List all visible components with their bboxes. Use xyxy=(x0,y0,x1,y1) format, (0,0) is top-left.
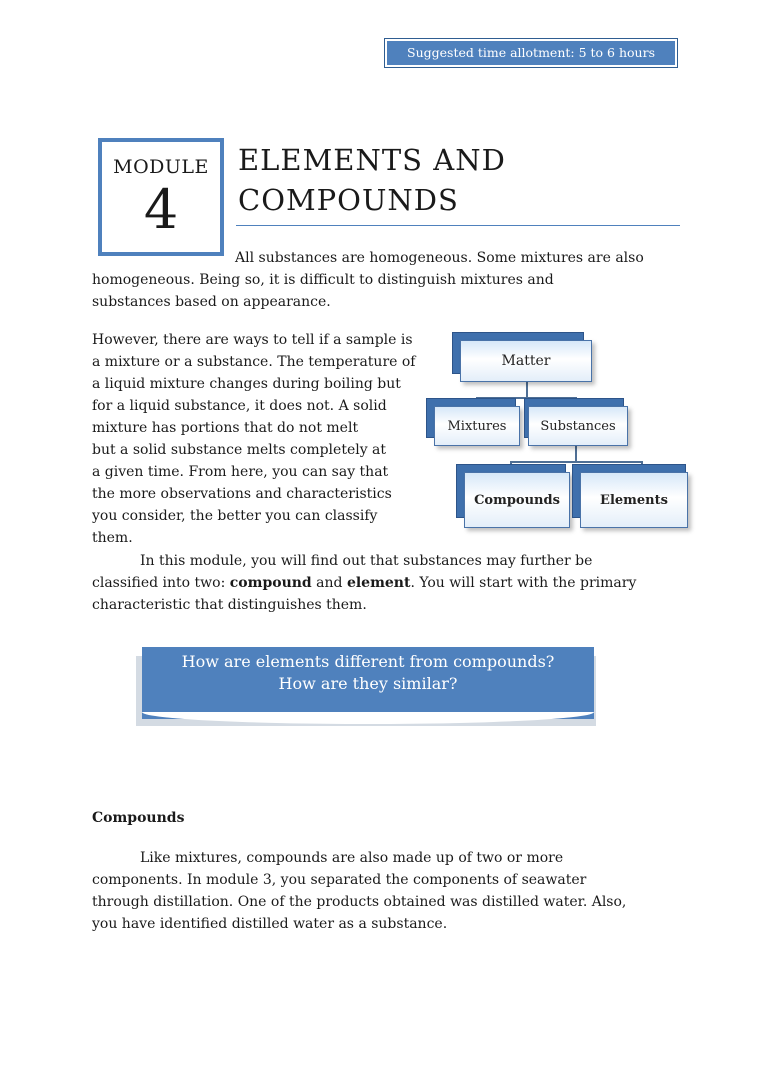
intro-line-3: substances based on appearance. xyxy=(92,294,331,310)
explanation-line: a given time. From here, you can say that xyxy=(92,464,389,480)
module-intro-text: and xyxy=(311,575,347,591)
explanation-line: a mixture or a substance. The temperature of xyxy=(92,354,416,370)
page-title xyxy=(238,140,506,220)
title-divider xyxy=(236,225,680,226)
connector-line xyxy=(526,382,528,398)
explanation-line: for a liquid substance, it does not. A solid xyxy=(92,398,387,414)
section-heading: Compounds xyxy=(92,810,185,826)
module-number: 4 xyxy=(143,178,179,241)
explanation-line: but a solid substance melts completely at xyxy=(92,442,387,458)
time-allotment-banner: Suggested time allotment: 5 to 6 hours xyxy=(384,38,678,68)
connector-line xyxy=(510,461,642,463)
node-substances: Substances xyxy=(528,406,628,446)
explanation-line: the more observations and characteristics xyxy=(92,486,392,502)
intro-line-1: All substances are homogeneous. Some mixtures are also xyxy=(235,250,644,266)
term-compound: compound xyxy=(229,575,312,591)
module-intro-text: . You will start with the primary xyxy=(410,575,637,591)
explanation-line: a liquid mixture changes during boiling but xyxy=(92,376,401,392)
compounds-line-1: Like mixtures, compounds are also made up of two or more xyxy=(140,850,564,866)
term-element: element xyxy=(346,575,411,591)
explanation-paragraph xyxy=(92,329,442,549)
module-intro-line-3: characteristic that distinguishes them. xyxy=(92,597,367,613)
module-intro-line-1: In this module, you will find out that substances may further be xyxy=(140,553,593,569)
node-mixtures: Mixtures xyxy=(434,406,520,446)
explanation-line: them. xyxy=(92,530,133,546)
explanation-line: However, there are ways to tell if a sample is xyxy=(92,332,413,348)
module-intro-line-2 xyxy=(92,572,692,594)
explanation-line: mixture has portions that do not melt xyxy=(92,420,359,436)
module-badge xyxy=(98,138,224,256)
title-line-1: ELEMENTS AND xyxy=(238,143,506,177)
module-intro-paragraph xyxy=(92,550,692,616)
compounds-line-2: components. In module 3, you separated the components of seawater xyxy=(92,872,587,888)
matter-classification-diagram xyxy=(420,322,700,542)
title-line-2: COMPOUNDS xyxy=(238,183,459,217)
module-intro-text: classified into two: xyxy=(92,575,230,591)
compounds-line-4: you have identified distilled water as a substance. xyxy=(92,916,448,932)
compounds-line-3: through distillation. One of the products obtained was distilled water. Also, xyxy=(92,894,627,910)
question-banner xyxy=(142,647,594,719)
node-elements: Elements xyxy=(580,472,688,528)
compounds-paragraph xyxy=(92,847,692,935)
intro-paragraph xyxy=(92,247,692,313)
intro-line-2: homogeneous. Being so, it is difficult to distinguish mixtures and xyxy=(92,272,554,288)
question-line-1: How are elements different from compounds? xyxy=(181,652,555,671)
question-line-2: How are they similar? xyxy=(278,674,458,693)
module-label: MODULE xyxy=(113,156,209,178)
node-compounds: Compounds xyxy=(464,472,570,528)
explanation-line: you consider, the better you can classify xyxy=(92,508,378,524)
connector-line xyxy=(575,444,577,462)
node-matter: Matter xyxy=(460,340,592,382)
